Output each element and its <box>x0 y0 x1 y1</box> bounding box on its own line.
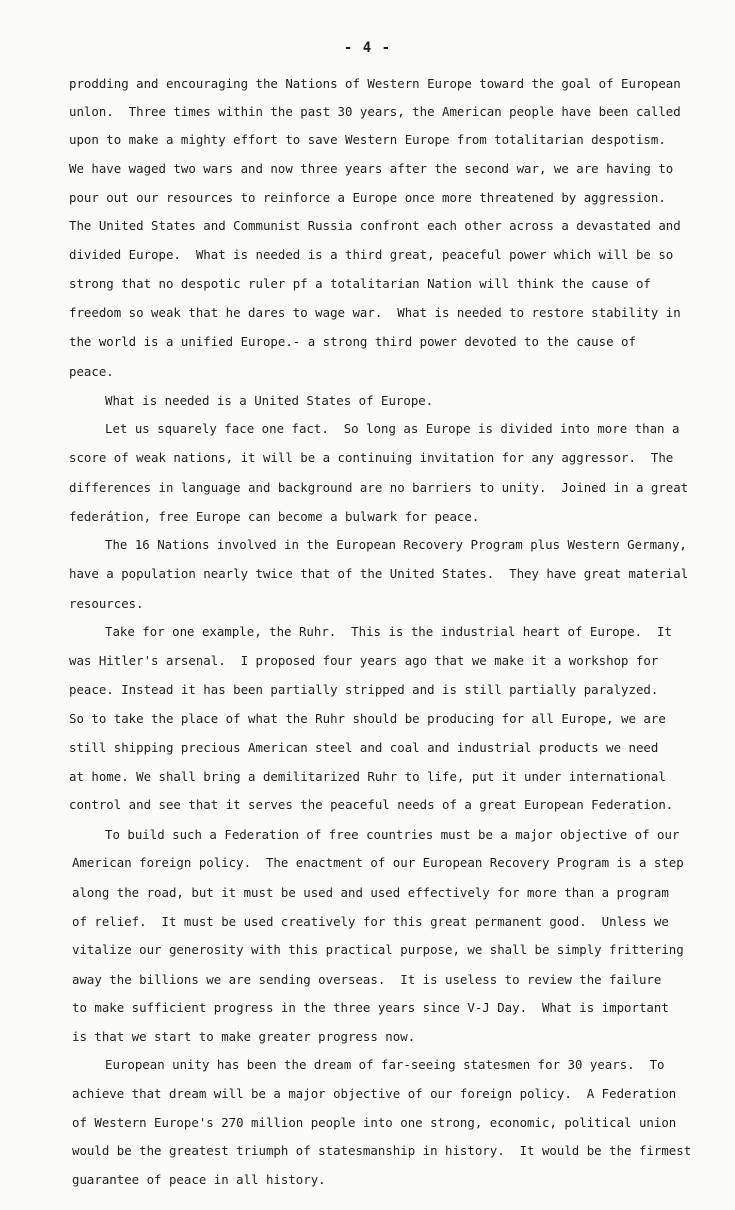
text-line: unlon. Three times within the past 30 years, the American people have been called <box>69 104 681 119</box>
text-line: of relief. It must be used creatively for this great permanent good. Unless we <box>72 914 669 929</box>
text-line: score of weak nations, it will be a continuing invitation for any aggressor. The <box>69 450 674 465</box>
text-line: control and see that it serves the peaceful needs of a great European Federation. <box>69 797 674 812</box>
text-line: divided Europe. What is needed is a third great, peaceful power which will be so <box>69 247 674 262</box>
text-line: guarantee of peace in all history. <box>72 1172 326 1187</box>
text-line: strong that no despotic ruler pf a totalitarian Nation will think the cause of <box>69 276 651 291</box>
text-line: differences in language and background are no barriers to unity. Joined in a great <box>69 480 689 495</box>
text-line: would be the greatest triumph of statesmanship in history. It would be the firmest <box>72 1143 692 1158</box>
text-line: American foreign policy. The enactment of our European Recovery Program is a step <box>72 855 684 870</box>
text-line: the world is a unified Europe.- a strong third power devoted to the cause of <box>69 334 636 349</box>
text-line: The United States and Communist Russia confront each other across a devastated and <box>69 218 681 233</box>
text-line: freedom so weak that he dares to wage war. What is needed to restore stability in <box>69 305 681 320</box>
text-line: The 16 Nations involved in the European Recovery Program plus Western Germany, <box>105 537 687 552</box>
text-line: along the road, but it must be used and used effectively for more than a program <box>72 885 669 900</box>
text-line: pour out our resources to reinforce a Europe once more threatened by aggression. <box>69 190 666 205</box>
text-line: upon to make a mighty effort to save Western Europe from totalitarian despotism. <box>69 132 666 147</box>
text-line: What is needed is a United States of Europe. <box>105 393 434 408</box>
text-line: have a population nearly twice that of the United States. They have great material <box>69 566 689 581</box>
page-number: - 4 - <box>343 40 392 56</box>
text-line: European unity has been the dream of far-seeing statesmen for 30 years. To <box>105 1057 665 1072</box>
text-line: resources. <box>69 596 144 611</box>
text-line: peace. <box>69 364 114 379</box>
text-line: So to take the place of what the Ruhr should be producing for all Europe, we are <box>69 711 666 726</box>
text-line: is that we start to make greater progress now. <box>72 1029 416 1044</box>
text-line: We have waged two wars and now three years after the second war, we are having to <box>69 161 674 176</box>
text-line: achieve that dream will be a major objective of our foreign policy. A Federation <box>72 1086 677 1101</box>
text-line: to make sufficient progress in the three years since V-J Day. What is important <box>72 1000 669 1015</box>
text-line: was Hitler's arsenal. I proposed four years ago that we make it a workshop for <box>69 653 659 668</box>
text-line: of Western Europe's 270 million people into one strong, economic, political union <box>72 1115 677 1130</box>
text-line: federátion, free Europe can become a bulwark for peace. <box>69 509 480 524</box>
text-line: vitalize our generosity with this practical purpose, we shall be simply frittering <box>72 942 684 957</box>
text-line: prodding and encouraging the Nations of Western Europe toward the goal of European <box>69 76 681 91</box>
text-line: peace. Instead it has been partially stripped and is still partially paralyzed. <box>69 682 659 697</box>
text-line: Let us squarely face one fact. So long as Europe is divided into more than a <box>105 421 680 436</box>
text-line: at home. We shall bring a demilitarized Ruhr to life, put it under international <box>69 769 666 784</box>
text-line: away the billions we are sending overseas. It is useless to review the failure <box>72 972 662 987</box>
text-line: To build such a Federation of free countries must be a major objective of our <box>105 827 680 842</box>
text-line: Take for one example, the Ruhr. This is the industrial heart of Europe. It <box>105 624 672 639</box>
text-line: still shipping precious American steel and coal and industrial products we need <box>69 740 659 755</box>
